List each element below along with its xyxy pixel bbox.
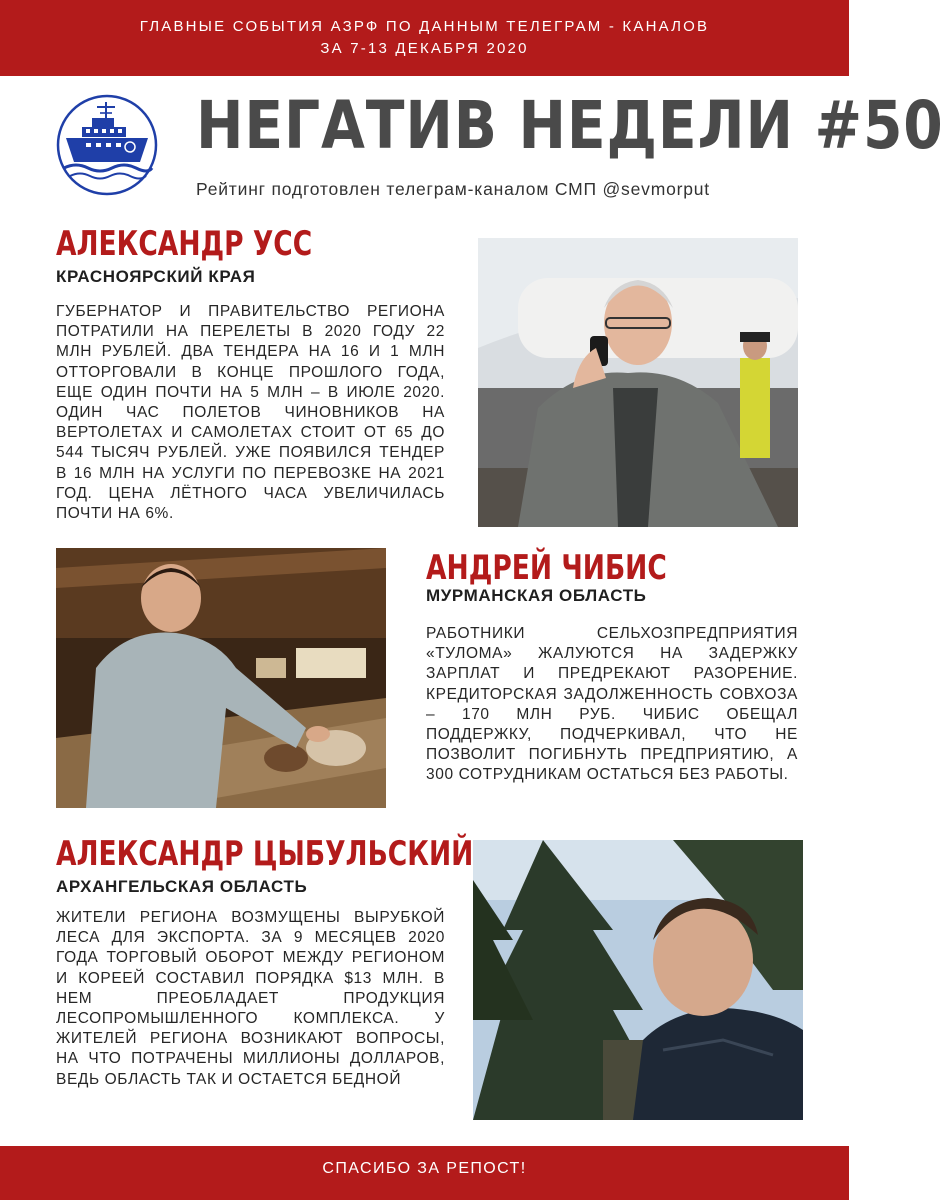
entry-region: КРАСНОЯРСКИЙ КРАЯ	[56, 267, 256, 286]
photo-governor-farm	[56, 548, 386, 808]
entry-region: АРХАНГЕЛЬСКАЯ ОБЛАСТЬ	[56, 877, 308, 896]
footer-band	[0, 1146, 849, 1200]
photo-governor-forest	[473, 840, 803, 1120]
page-subtitle: Рейтинг подготовлен телеграм-каналом СМП @sevmorput	[196, 179, 710, 199]
entry-text: ГУБЕРНАТОР И ПРАВИТЕЛЬСТВО РЕГИОНА ПОТРАТИЛИ НА ПЕРЕЛЕТЫ В 2020 ГОДУ 22 МЛН РУБЛЕЙ. ДВА ТЕНДЕРА НА 16 И 1 МЛН ОТТОРГОВАЛИ В КОНЦЕ ПРОШЛОГО ГОДА, ЕЩЕ ОДИН ПОЧТИ НА 5 МЛН – В ИЮЛЕ 2020. ОДИН ЧАС ПОЛЕТОВ ЧИНОВНИКОВ НА ВЕРТОЛЕТАХ И САМОЛЕТАХ СТОИТ ОТ 65 ДО 544 ТЫСЯЧ РУБЛЕЙ. УЖЕ ПОЯВИЛСЯ ТЕНДЕР В 16 МЛН НА УСЛУГИ ПО ПЕРЕВОЗКЕ НА 2021 ГОД. ЦЕНА ЛЁТНОГО ЧАСА УВЕЛИЧИЛАСЬ ПОЧТИ НА 6%.	[56, 303, 445, 523]
photo-governor-phone	[478, 238, 798, 527]
icebreaker-ship-icon	[56, 94, 158, 196]
entry-text: РАБОТНИКИ СЕЛЬХОЗПРЕДПРИЯТИЯ «ТУЛОМА» ЖАЛУЮТСЯ НА ЗАДЕРЖКУ ЗАРПЛАТ И ПРЕДРЕКАЮТ РАЗОРЕНИЕ. КРЕДИТОРСКАЯ ЗАДОЛЖЕННОСТЬ СОВХОЗА – 170 МЛН РУБ. ЧИБИС ОБЕЩАЛ ПОДДЕРЖКУ, ПОДЧЕРКИВАЛ, ЧТО НЕ ПОЗВОЛИТ ПОГИБНУТЬ ПРЕДПРИЯТИЮ, А 300 СОТРУДНИКАМ ОСТАТЬСЯ БЕЗ РАБОТЫ.	[426, 625, 798, 784]
entry-name: АНДРЕЙ ЧИБИС	[426, 548, 667, 588]
header-line-2: ЗА 7-13 ДЕКАБРЯ 2020	[320, 40, 529, 57]
entry-text: ЖИТЕЛИ РЕГИОНА ВОЗМУЩЕНЫ ВЫРУБКОЙ ЛЕСА ДЛЯ ЭКСПОРТА. ЗА 9 МЕСЯЦЕВ 2020 ГОДА ТОРГОВЫЙ ОБОРОТ МЕЖДУ РЕГИОНОМ И КОРЕЕЙ СОСТАВИЛ ПОРЯДКА $13 МЛН. В НЕМ ПРЕОБЛАДАЕТ ПРОДУКЦИЯ ЛЕСОПРОМЫШЛЕННОГО КОМПЛЕКСА. У ЖИТЕЛЕЙ РЕГИОНА ВОЗНИКАЮТ ВОПРОСЫ, НА ЧТО ПОТРАЧЕНЫ МИЛЛИОНЫ ДОЛЛАРОВ, ВЕДЬ ОБЛАСТЬ ТАК И ОСТАЕТСЯ БЕДНОЙ	[56, 909, 445, 1088]
header-line-1: ГЛАВНЫЕ СОБЫТИЯ АЗРФ ПО ДАННЫМ ТЕЛЕГРАМ - КАНАЛОВ	[139, 18, 710, 35]
page-title: НЕГАТИВ НЕДЕЛИ #50	[196, 87, 944, 164]
footer-text: СПАСИБО ЗА РЕПОСТ!	[322, 1160, 527, 1177]
entry-name: АЛЕКСАНДР УСС	[56, 224, 313, 264]
entry-name: АЛЕКСАНДР ЦЫБУЛЬСКИЙ	[56, 834, 474, 874]
header-band	[0, 0, 849, 76]
entry-region: МУРМАНСКАЯ ОБЛАСТЬ	[426, 586, 647, 605]
